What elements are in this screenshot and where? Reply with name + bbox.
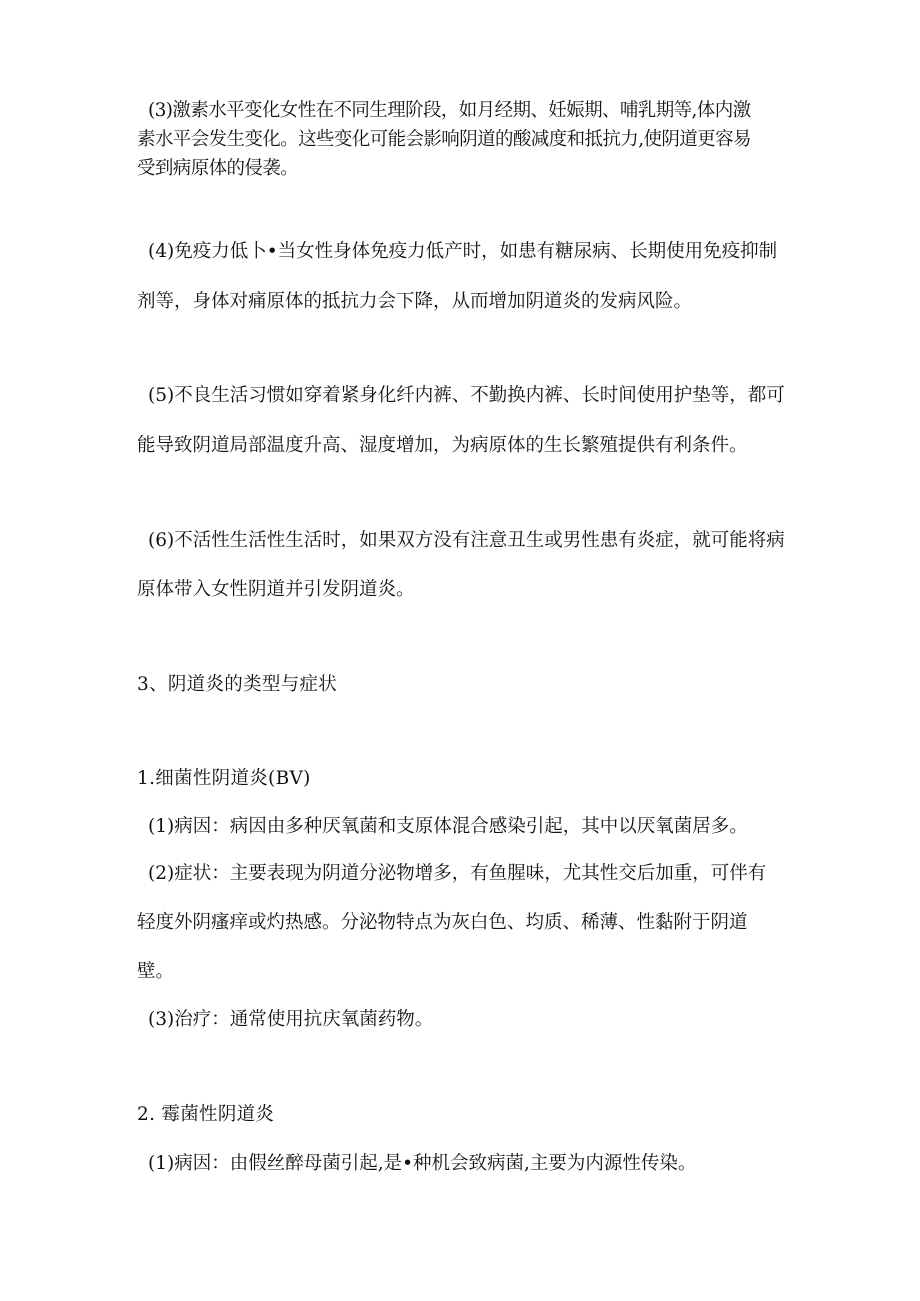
mold-heading: 2. 霉菌性阴道炎 [137,1104,275,1125]
bv-symptoms-line-1: (2)症状：主要表现为阴道分泌物增多，有鱼腥味，尤其性交后加重，可伴有 [148,863,767,884]
paragraph-3-line-2: 素水平会发生变化。这些变化可能会影响阴道的酸减度和抵抗力,使阴道更容易 [137,129,751,150]
paragraph-6-line-2: 原体带入女性阴道并引发阴道炎。 [137,579,415,600]
paragraph-6-line-1: (6)不活性生活性生活时，如果双方没有注意丑生或男性患有炎症，就可能将病 [148,530,785,551]
bv-symptoms-line-3: 壁。 [137,961,175,982]
bv-cause: (1)病因：病因由多种厌氧菌和支原体混合感染引起，其中以厌氧菌居多。 [148,816,748,837]
mold-cause: (1)病因：由假丝醉母菌引起,是•种机会致病菌,主要为内源性传染。 [148,1153,697,1174]
paragraph-5-line-2: 能导致阴道局部温度升高、湿度增加，为病原体的生长繁殖提供有利条件。 [137,435,748,456]
paragraph-3-line-1: (3)激素水平变化女性在不同生理阶段，如月经期、妊娠期、哺乳期等,体内激 [148,100,751,121]
paragraph-3-line-3: 受到病原体的侵袭。 [137,158,299,179]
paragraph-5-line-1: (5)不良生活习惯如穿着紧身化纤内裤、不勤换内裤、长时间使用护垫等，都可 [148,385,785,406]
bv-symptoms-line-2: 轻度外阴瘙痒或灼热感。分泌物特点为灰白色、均质、稀薄、性黏附于阴道 [137,912,748,933]
section-heading: 3、阴道炎的类型与症状 [137,674,338,695]
paragraph-4-line-1: (4)免疫力低卜•当女性身体免疫力低产时，如患有糖尿病、长期使用免疫抑制 [148,241,778,262]
bv-heading: 1.细菌性阴道炎(BV) [137,768,311,789]
bv-treatment: (3)治疗：通常使用抗庆氧菌药物。 [148,1009,434,1030]
paragraph-4-line-2: 剂等，身体对痛原体的抵抗力会下降，从而增加阴道炎的发病风险。 [137,291,693,312]
